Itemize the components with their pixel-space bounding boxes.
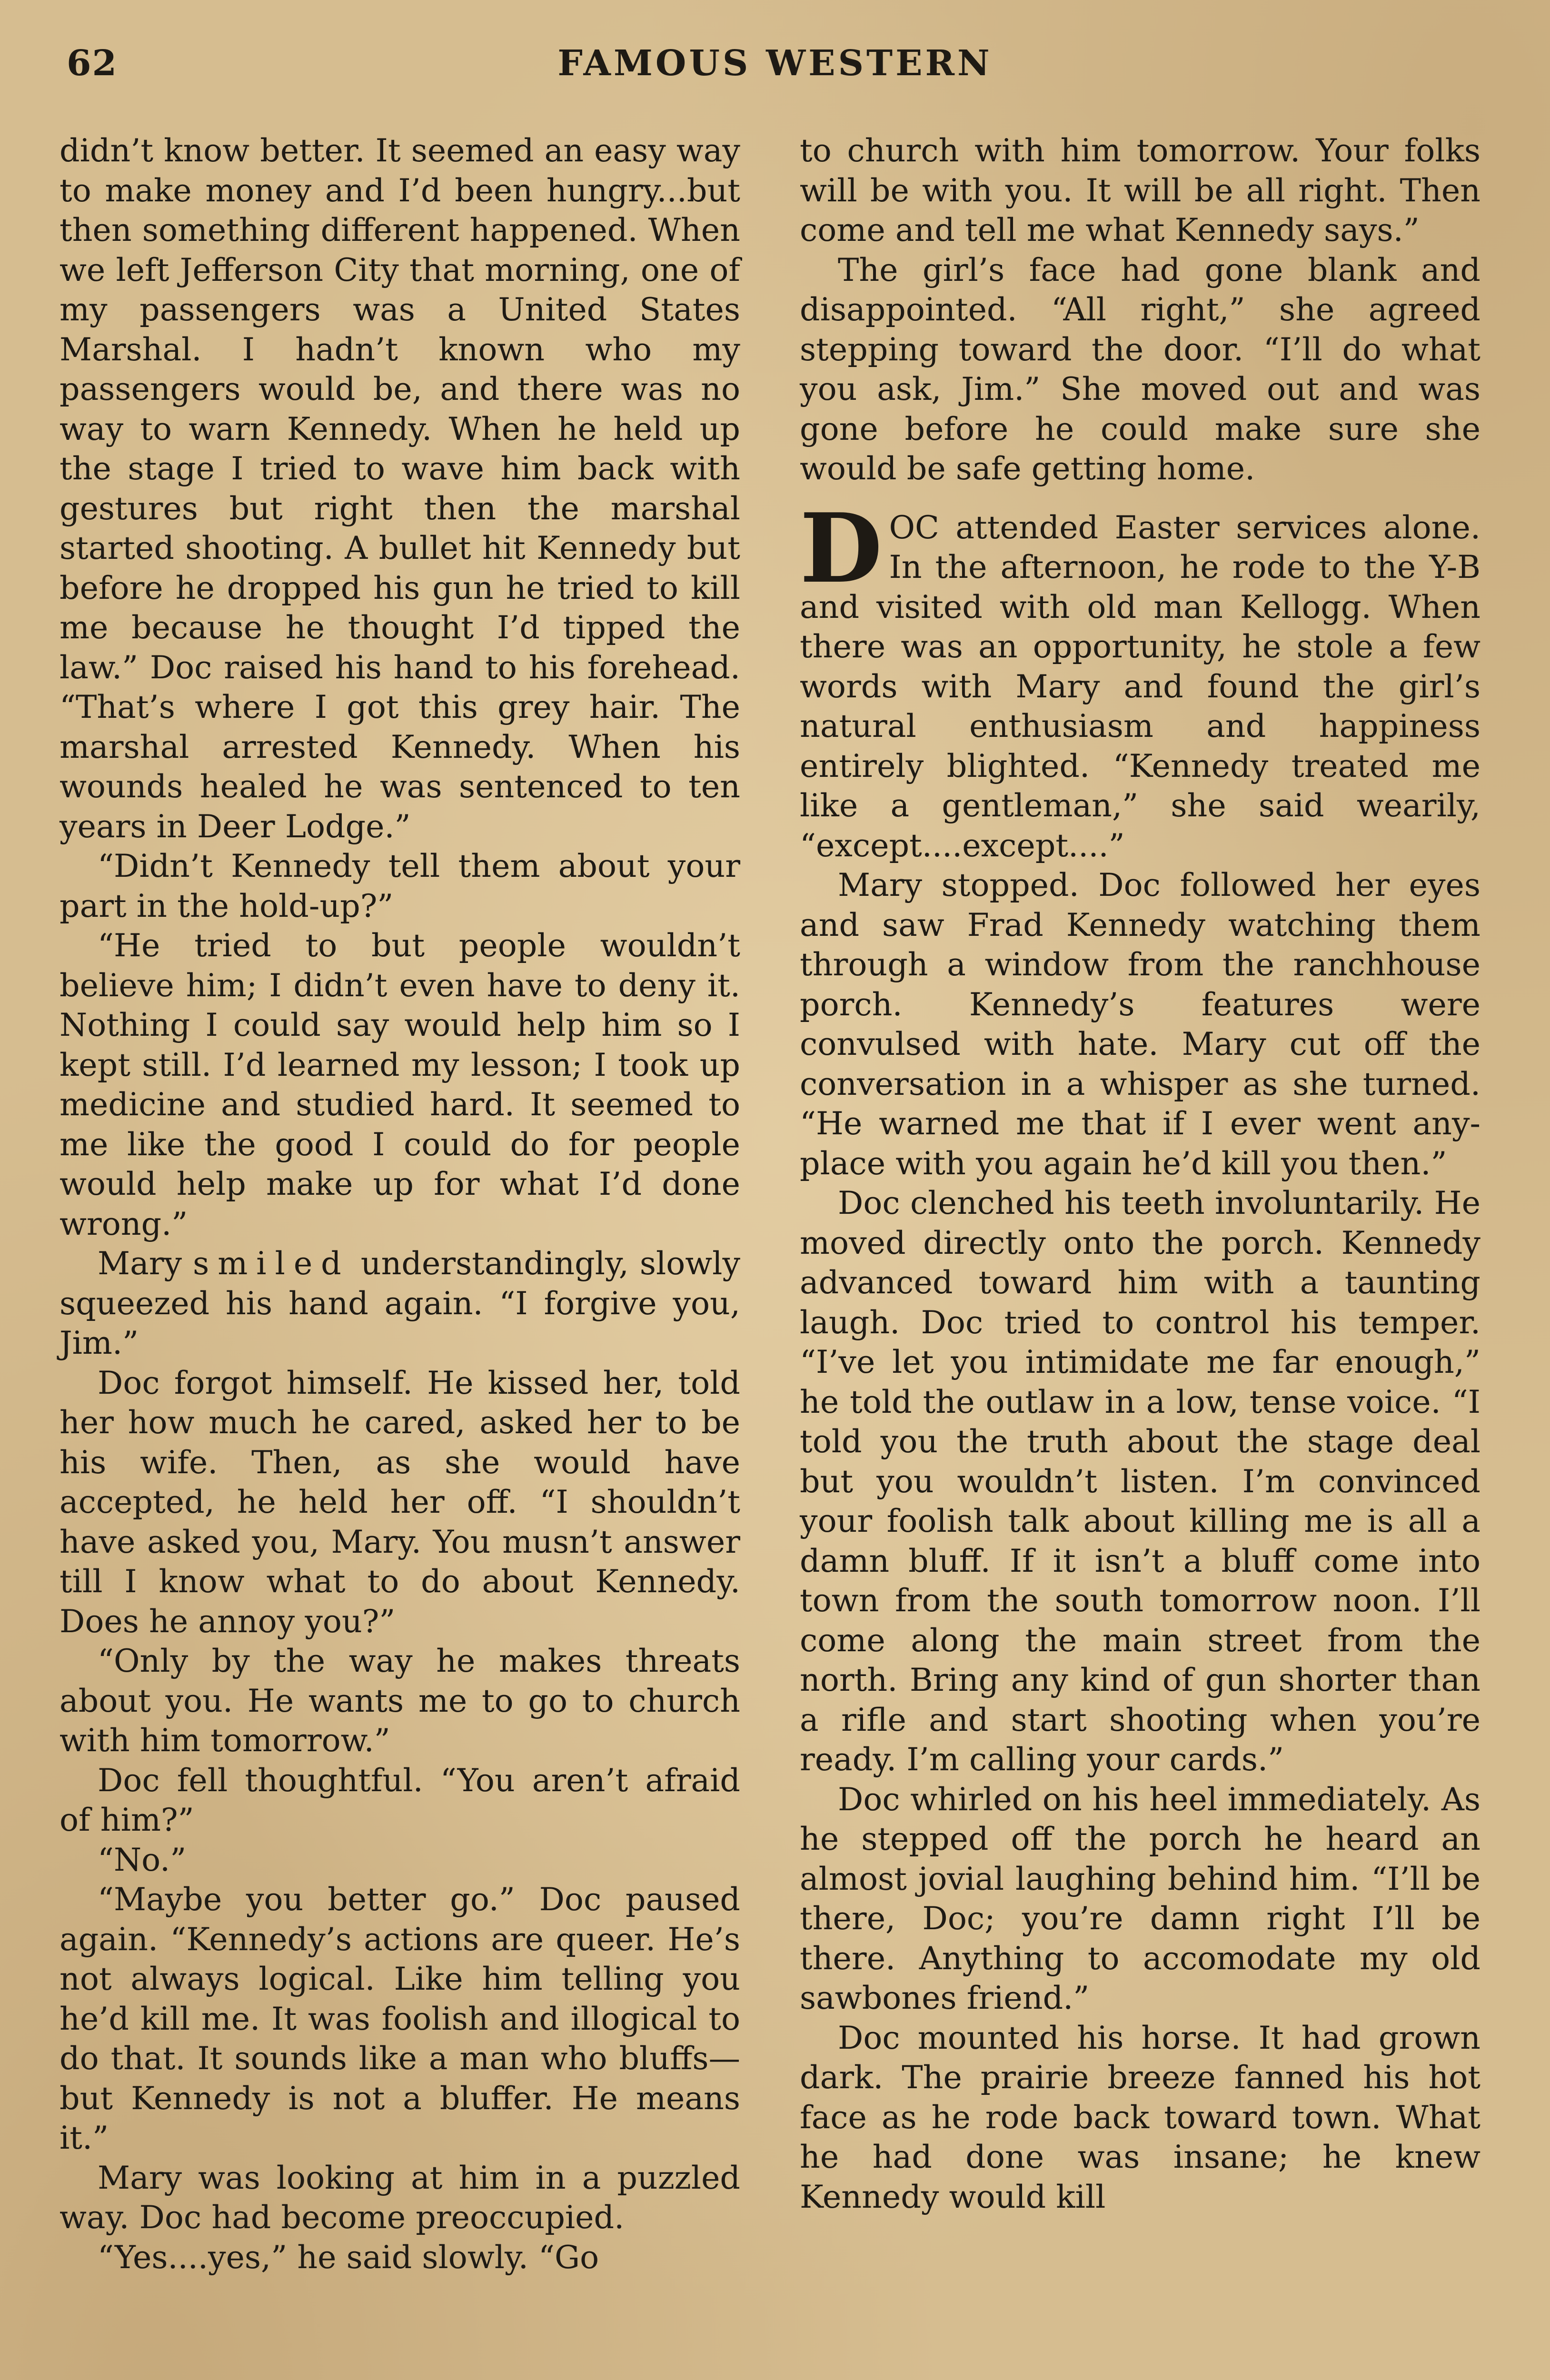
paragraph: Mary stopped. Doc followed her eyes and saw Frad Kennedy watching them through a window from the ranchhouse porch. Kennedy’s features were convulsed with hate. Mary cut off the conversation in a whisper as she turned. “He warned me that if I ever went any-place with you again he’d kill you then.” [800, 866, 1480, 1182]
right-column [800, 131, 1480, 2217]
paragraph: “Only by the way he makes threats about you. He wants me to go to church with him tomorrow.” [60, 1642, 740, 1759]
paragraph: didn’t know better. It seemed an easy way to make money and I’d been hungry...but then something different happened. When we left Jefferson City that morning, one of my passengers was a United States Marshal. I hadn’t known who my passengers would be, and there was no way to warn Kennedy. When he held up the stage I tried to wave him back with gestures but right then the marshal started shooting. A bullet hit Kennedy but before he dropped his gun he tried to kill me because he thought I’d tipped the law.” Doc raised his hand to his forehead. “That’s where I got this grey hair. The marshal arrested Kennedy. When his wounds healed he was sentenced to ten years in Deer Lodge.” [60, 132, 740, 845]
paragraph-text: attended Easter services alone. In the afternoon, he rode to the Y-B and visited with old man Kellogg. When there was an opportunity, he stole a few words with Mary and found the girl’s natural enthusiasm and happiness entirely blighted. “Kennedy treated me like a gentleman,” she said wearily, “except....except....” [800, 508, 1480, 864]
paragraph: The girl’s face had gone blank and disappointed. “All right,” she agreed stepping toward the door. “I’ll do what you ask, Jim.” She moved out and was gone before he could make sure she would be safe getting home. [800, 251, 1480, 487]
paragraph: Mary was looking at him in a puzzled way. Doc had become preoccupied. [60, 2159, 740, 2236]
paragraph: Doc forgot himself. He kissed her, told her how much he cared, asked her to be his wife. Then, as she would have accepted, he held her off. “I shouldn’t have asked you, Mary. You musn’t answer till I know what to do about Kennedy. Does he annoy you?” [60, 1364, 740, 1640]
spaced-emphasis: smiled [193, 1245, 350, 1282]
paragraph: “Didn’t Kennedy tell them about your part in the hold-up?” [60, 847, 740, 924]
paragraph-mary-smiled [60, 1244, 740, 1363]
page-number: 62 [67, 43, 118, 84]
paragraph: “Maybe you better go.” Doc paused again. “Kennedy’s actions are queer. He’s not always logical. Like him telling you he’d kill me. It was foolish and illogical to do that. It sounds like a man who bluffs—but Kennedy is not a bluffer. He means it.” [60, 1881, 740, 2156]
paragraph: to church with him tomorrow. Your folks will be with you. It will be all right. Then come and tell me what Kennedy says.” [800, 132, 1480, 248]
paragraph: “He tried to but people wouldn’t believe him; I didn’t even have to deny it. Nothing I could say would help him so I kept still. I’d learned my lesson; I took up medicine and studied hard. It seemed to me like the good I could do for people would help make up for what I’d done wrong.” [60, 927, 740, 1242]
left-column [60, 131, 740, 2277]
paragraph: Doc mounted his horse. It had grown dark. The prairie breeze fanned his hot face as he rode back toward town. What he had done was insane; he knew Kennedy would kill [800, 2019, 1480, 2215]
paragraph: “No.” [98, 1841, 187, 1878]
page-header [57, 43, 1493, 95]
paragraph: Doc fell thoughtful. “You aren’t afraid of him?” [60, 1761, 740, 1838]
running-title: FAMOUS WESTERN [557, 43, 993, 84]
section-opening-paragraph [800, 492, 1480, 866]
paragraph: Doc clenched his teeth involuntarily. He moved directly onto the porch. Kennedy advanced toward him with a taunting laugh. Doc tried to control his temper. “I’ve let you intimidate me far enough,” he told the outlaw in a low, tense voice. “I told you the truth about the stage deal but you wouldn’t listen. I’m convinced your foolish talk about killing me is all a damn bluff. If it isn’t a bluff come into town from the south tomorrow noon. I’ll come along the main street from the north. Bring any kind of gun shorter than a rifle and start shooting when you’re ready. I’m calling your cards.” [800, 1184, 1480, 1778]
paragraph-text: Mary [98, 1245, 182, 1282]
drop-cap: D [800, 492, 883, 605]
paragraph: Doc whirled on his heel immediately. As he stepped off the porch he heard an almost jovial laughing behind him. “I’ll be there, Doc; you’re damn right I’ll be there. Anything to accomodate my old sawbones friend.” [800, 1780, 1480, 2016]
paragraph-text: understandingly, slowly squeezed his hand again. “I forgive you, Jim.” [60, 1245, 741, 1361]
paragraph: “Yes....yes,” he said slowly. “Go [98, 2238, 599, 2276]
drop-cap-word-rest: OC [889, 508, 939, 546]
